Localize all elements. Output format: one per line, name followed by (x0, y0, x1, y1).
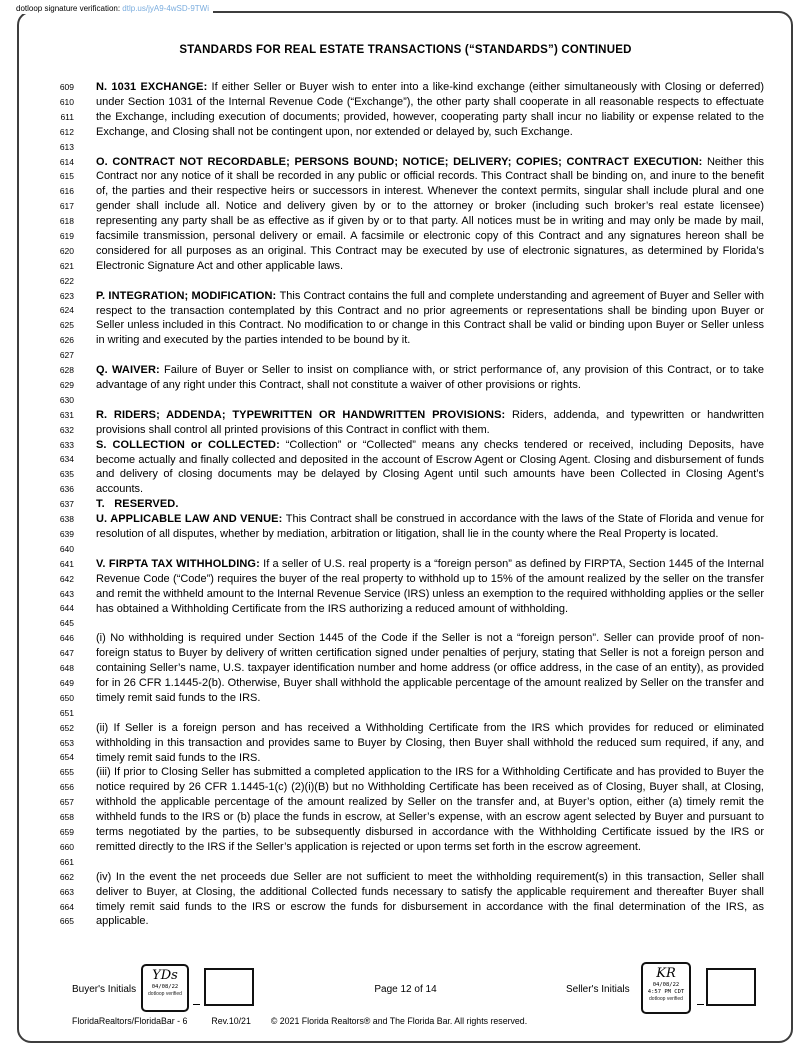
paragraph-text: (i) No withholding is required under Section 1445 of the Code if the Seller is not a “foreign person”. Seller can provide proof of non-foreign status to Buyer by delivery of written certification signed under penalties of perjury, stating that Seller is not a foreign person and containing Seller’s name, U.S. taxpayer identification number and home address (or office address, in the case of an entity), as provided for in 26 CFR 1.1445-2(b). Otherwise, Buyer shall withhold the applicable percentage of the amount realized by Seller on the transfer and timely remit said funds to the IRS. (96, 632, 764, 704)
paragraph-text: S. COLLECTION or COLLECTED: “Collection” or “Collected” means any checks tendered or received, including Deposits, have become actually and finally collected and deposited in the account of Escrow Agent or Closing Agent. Closing and disbursement of funds and delivery of closing documents may be delayed by Closing Agent until such amounts have been Collected in Closing Agent’s accounts. (96, 438, 765, 496)
buyers-initials-label: Buyer's Initials (72, 984, 137, 995)
line-numbers: 609 610 611 612 613 (59, 82, 74, 152)
seller-initials-date: 04/08/22 (652, 982, 680, 988)
line-numbers: 652 653 654 (59, 722, 74, 763)
verification-link[interactable]: dtlp.us/jyA9-4wSD-9TWi (122, 4, 209, 13)
form-id: FloridaRealtors/FloridaBar - 6 (72, 1016, 188, 1026)
line-numbers: 631 632 (59, 409, 74, 435)
line-numbers: 638 639 640 (59, 514, 74, 554)
initials-separator (193, 1004, 200, 1005)
paragraph-text: N. 1031 EXCHANGE: If either Seller or Buyer wish to enter into a like-kind exchange (either simultaneously with Closing or deferred) under Section 1031 of the Internal Revenue Code (“Exchange”), the other party shall cooperate in all reasonable respects to effectuate the Exchange, including execution of documents; provided, however, cooperating party shall incur no liability or expense related to the Exchange, and Closing shall not be contingent upon, nor extended or delayed by, such Exchange. (96, 81, 764, 138)
verification-stamp (12, 3, 213, 14)
seller-initials-empty-field[interactable] (706, 968, 756, 1006)
seller-initials-value: KR (656, 966, 676, 981)
paragraph-text: T. RESERVED. (96, 498, 179, 511)
paragraph-text: P. INTEGRATION; MODIFICATION: This Contract contains the full and complete understanding and agreement of Buyer and Seller with respect to the transaction contemplated by this Contract and no prior agreements or representations shall be binding upon Buyer or Seller unless included in this Contract. No modification to or change in this Contract shall be valid or binding upon Buyer or Seller unless in writing and executed by the parties intended to be bound by it. (96, 289, 764, 347)
paragraph-text: V. FIRPTA TAX WITHHOLDING: If a seller of U.S. real property is a “foreign person” as defined by FIRPTA, Section 1445 of the Internal Revenue Code (“Code”) requires the buyer of the real property to withhold up to 15% of the amount realized by the seller on the transfer and remit the withheld amount to the Internal Revenue Service (IRS) unless an exemption to the required withholding applies or the seller has obtained a Withholding Certificate from the IRS authorizing a reduced amount of withholding. (96, 557, 764, 615)
paragraph-text: (iv) In the event the net proceeds due Seller are not sufficient to meet the withholding requirement(s) in this transaction, Seller shall deliver to Buyer, at Closing, the additional Collected funds necessary to satisfy the applicable requirement and thereafter Buyer shall timely remit said funds to the IRS or escrow the funds for disbursement in accordance with the final determination of the IRS, as applicable. (96, 870, 764, 928)
line-numbers: 655 656 657 658 659 660 661 (59, 767, 74, 867)
line-numbers: 641 642 643 644 645 (59, 558, 74, 629)
page-title: STANDARDS FOR REAL ESTATE TRANSACTIONS (“STANDARDS”) CONTINUED (179, 44, 632, 56)
buyer-initials-date: 04/08/22 (151, 984, 179, 990)
paragraph-text: R. RIDERS; ADDENDA; TYPEWRITTEN OR HANDWRITTEN PROVISIONS: Riders, addenda, and typewritten or handwritten provisions shall control all printed provisions of this Contract in conflict with them. (96, 408, 764, 436)
sellers-initials-label: Seller's Initials (566, 984, 630, 995)
line-numbers: 614 615 616 617 618 619 620 621 622 (59, 156, 74, 286)
seller-initials-time: 4:57 PM CDT (647, 989, 685, 995)
paragraph-text: (ii) If Seller is a foreign person and has received a Withholding Certificate from the IRS which provides for reduced or eliminated withholding in this transaction and provides same to Buyer by Closing, then Buyer shall withhold the reduced sum required, if any, and timely remit said funds to the IRS. (96, 721, 764, 764)
paragraph-text: O. CONTRACT NOT RECORDABLE; PERSONS BOUND; NOTICE; DELIVERY; COPIES; CONTRACT EXECUTION: Neither this Contract nor any notice of it shall be recorded in any public or official records. This Contract shall be binding on, and inure to the benefit of, the parties and their respective heirs or successors in interest. Whenever the context permits, singular shall include plural and one gender shall include all. Notice and delivery given by or to the attorney or broker (including such broker’s real estate licensee) representing any party shall be as effective as if given by or to that party. All notices must be in writing and may only be made by mail, facsimile transmission, personal delivery or email. A facsimile or electronic copy of this Contract and any signatures hereon shall be considered for all purposes as an original. This Contract may be executed by use of electronic signatures, as determined by Florida’s Electronic Signature Act and other applicable laws. (96, 155, 765, 272)
paragraph-text: Q. WAIVER: Failure of Buyer or Seller to insist on compliance with, or strict performance of, any provision of this Contract, or to take advantage of any right under this Contract, shall not constitute a waiver of other provisions or rights. (96, 364, 764, 391)
line-numbers: 646 647 648 649 650 651 (59, 633, 74, 718)
line-numbers: 623 624 625 626 627 (59, 290, 74, 361)
buyer-initials-value: YDs (152, 968, 178, 983)
line-numbers: 628 629 630 (59, 365, 74, 405)
revision-label: Rev.10/21 (211, 1016, 251, 1026)
line-numbers: 662 663 664 665 (59, 871, 74, 927)
footer-bottom-line (72, 1016, 527, 1026)
dotloop-verified-label: dotloop verified (649, 996, 683, 1002)
verification-label: dotloop signature verification: (16, 4, 123, 13)
paragraph-text: U. APPLICABLE LAW AND VENUE: This Contract shall be construed in accordance with the laws of the State of Florida and venue for resolution of all disputes, whether by mediation, arbitration or litigation, shall lie in the county where the Real Property is located. (96, 513, 764, 541)
page-number: Page 12 of 14 (374, 984, 437, 995)
paragraph-text: (iii) If prior to Closing Seller has submitted a completed application to the IRS for a Withholding Certificate and has provided to Buyer the notice required by 26 CFR 1.1445-1(c) (2)(i)(B) but no Withholding Certificate has been received as of Closing, Buyer shall, at Closing, withhold the applicable percentage of the amount realized by Seller on the transfer and, at Buyer’s option, either (a) timely remit the withheld funds to the IRS or (b) place the funds in escrow, at Seller’s expense, with an escrow agent selected by Buyer and pursuant to terms negotiated by the parties, to be subsequently disbursed in accordance with the Withholding Certificate issued by the IRS or remitted directly to the IRS if the Seller’s application is rejected or upon terms set forth in the escrow agreement. (96, 766, 764, 853)
line-numbers: 637 (59, 499, 74, 510)
copyright-notice: © 2021 Florida Realtors® and The Florida Bar. All rights reserved. (270, 1016, 528, 1026)
initials-separator (697, 1004, 704, 1005)
dotloop-verified-label: dotloop verified (148, 991, 182, 997)
line-numbers: 633 634 635 636 (59, 439, 74, 495)
seller-initials-stamp[interactable] (641, 962, 691, 1014)
